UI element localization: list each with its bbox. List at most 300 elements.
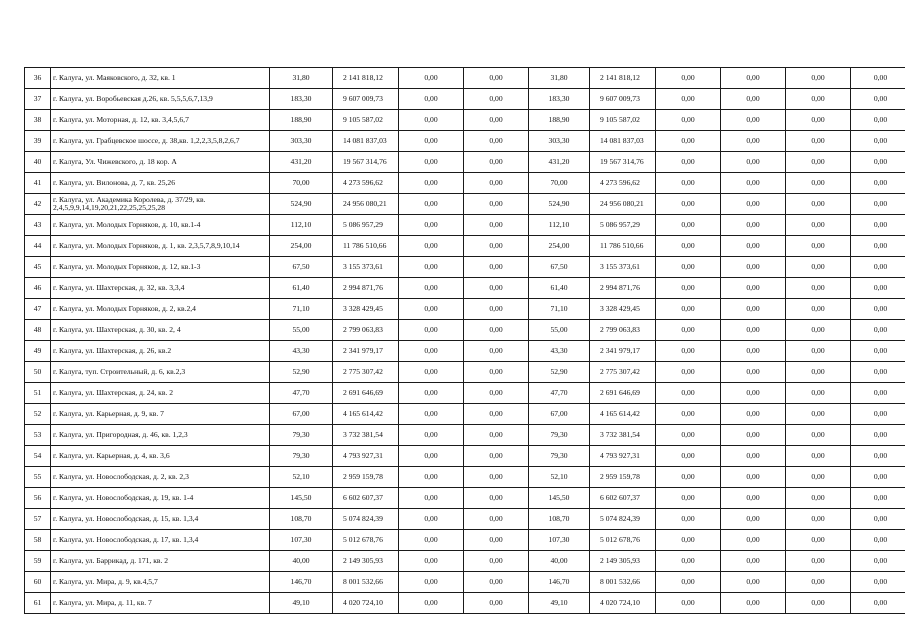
value-cell: 0,00 [399,383,464,404]
value-cell: 0,00 [851,425,905,446]
cost-cell: 5 086 957,29 [590,215,656,236]
address-cell: г. Калуга, ул. Новослободская, д. 2, кв. 2,3 [51,467,270,488]
value-cell: 0,00 [721,173,786,194]
area-cell: 145,50 [270,488,333,509]
value-cell: 0,00 [851,488,905,509]
cost-cell: 24 956 080,21 [333,194,399,215]
value-cell: 0,00 [851,257,905,278]
value-cell: 0,00 [464,593,529,614]
address-cell: г. Калуга, ул. Маяковского, д. 32, кв. 1 [51,68,270,89]
value-cell: 0,00 [851,446,905,467]
address-cell: г. Калуга, Ул. Чижевского, д. 18 кор. А [51,152,270,173]
row-number-cell: 39 [25,131,51,152]
value-cell: 0,00 [656,257,721,278]
value-cell: 0,00 [721,593,786,614]
value-cell: 0,00 [399,320,464,341]
value-cell: 0,00 [851,110,905,131]
value-cell: 0,00 [721,572,786,593]
value-cell: 0,00 [721,425,786,446]
table-row [25,194,905,215]
value-cell: 0,00 [786,593,851,614]
area-cell: 47,70 [529,383,590,404]
value-cell: 0,00 [656,341,721,362]
value-cell: 0,00 [721,488,786,509]
row-number-cell: 46 [25,278,51,299]
value-cell: 0,00 [786,572,851,593]
cost-cell: 5 074 824,39 [333,509,399,530]
value-cell: 0,00 [464,152,529,173]
table-row [25,425,905,446]
value-cell: 0,00 [464,173,529,194]
value-cell: 0,00 [786,89,851,110]
address-cell: г. Калуга, ул. Академика Королева, д. 37/29, кв. 2,4,5,9,9,14,19,20,21,22,25,25,25,28 [51,194,270,215]
area-cell: 47,70 [270,383,333,404]
cost-cell: 2 149 305,93 [590,551,656,572]
row-number-cell: 48 [25,320,51,341]
address-cell: г. Калуга, туп. Строительный, д. 6, кв.2,3 [51,362,270,383]
area-cell: 146,70 [529,572,590,593]
value-cell: 0,00 [851,530,905,551]
area-cell: 55,00 [270,320,333,341]
row-number-cell: 43 [25,215,51,236]
area-cell: 107,30 [270,530,333,551]
cost-cell: 5 012 678,76 [590,530,656,551]
table-row [25,593,905,614]
row-number-cell: 56 [25,488,51,509]
area-cell: 524,90 [270,194,333,215]
cost-cell: 2 775 307,42 [333,362,399,383]
address-cell: г. Калуга, ул. Грабцевское шоссе, д. 38,кв. 1,2,2,3,5,8,2,6,7 [51,131,270,152]
row-number-cell: 36 [25,68,51,89]
value-cell: 0,00 [399,173,464,194]
area-cell: 52,10 [529,467,590,488]
address-cell: г. Калуга, ул. Шахтерская, д. 30, кв. 2, 4 [51,320,270,341]
value-cell: 0,00 [786,341,851,362]
table-body [25,68,905,614]
value-cell: 0,00 [721,530,786,551]
value-cell: 0,00 [786,446,851,467]
value-cell: 0,00 [851,152,905,173]
address-cell: г. Калуга, ул. Пригородная, д. 46, кв. 1,2,3 [51,425,270,446]
table-row [25,131,905,152]
cost-cell: 5 012 678,76 [333,530,399,551]
row-number-cell: 42 [25,194,51,215]
table-row [25,278,905,299]
cost-cell: 5 086 957,29 [333,215,399,236]
area-cell: 108,70 [529,509,590,530]
value-cell: 0,00 [464,509,529,530]
value-cell: 0,00 [721,383,786,404]
area-cell: 303,30 [529,131,590,152]
value-cell: 0,00 [656,215,721,236]
value-cell: 0,00 [851,593,905,614]
value-cell: 0,00 [399,509,464,530]
value-cell: 0,00 [851,341,905,362]
value-cell: 0,00 [464,320,529,341]
cost-cell: 2 141 818,12 [590,68,656,89]
value-cell: 0,00 [464,341,529,362]
row-number-cell: 47 [25,299,51,320]
cost-cell: 2 994 871,76 [333,278,399,299]
value-cell: 0,00 [399,404,464,425]
cost-cell: 3 155 373,61 [333,257,399,278]
value-cell: 0,00 [851,551,905,572]
value-cell: 0,00 [399,278,464,299]
value-cell: 0,00 [786,194,851,215]
value-cell: 0,00 [721,551,786,572]
address-cell: г. Калуга, ул. Шахтерская, д. 32, кв. 3,3,4 [51,278,270,299]
table-row [25,320,905,341]
area-cell: 524,90 [529,194,590,215]
address-cell: г. Калуга, ул. Воробьевская д.26, кв. 5,5,5,6,7,13,9 [51,89,270,110]
value-cell: 0,00 [656,467,721,488]
table-row [25,530,905,551]
cost-cell: 9 105 587,02 [590,110,656,131]
value-cell: 0,00 [851,236,905,257]
cost-cell: 4 793 927,31 [333,446,399,467]
area-cell: 52,90 [529,362,590,383]
table-row [25,173,905,194]
table-row [25,446,905,467]
value-cell: 0,00 [786,467,851,488]
value-cell: 0,00 [721,257,786,278]
value-cell: 0,00 [399,299,464,320]
cost-cell: 4 793 927,31 [590,446,656,467]
value-cell: 0,00 [399,236,464,257]
value-cell: 0,00 [786,383,851,404]
cost-cell: 4 165 614,42 [333,404,399,425]
address-cell: г. Калуга, ул. Молодых Горняков, д. 2, кв.2,4 [51,299,270,320]
value-cell: 0,00 [464,278,529,299]
cost-cell: 4 020 724,10 [590,593,656,614]
value-cell: 0,00 [656,320,721,341]
value-cell: 0,00 [464,362,529,383]
area-cell: 52,10 [270,467,333,488]
table-row [25,467,905,488]
cost-cell: 4 273 596,62 [333,173,399,194]
table-row [25,110,905,131]
value-cell: 0,00 [786,236,851,257]
value-cell: 0,00 [656,383,721,404]
value-cell: 0,00 [656,194,721,215]
value-cell: 0,00 [721,320,786,341]
value-cell: 0,00 [786,488,851,509]
area-cell: 55,00 [529,320,590,341]
value-cell: 0,00 [851,89,905,110]
cost-cell: 11 786 510,66 [590,236,656,257]
housing-table [24,67,905,614]
cost-cell: 3 328 429,45 [590,299,656,320]
cost-cell: 9 607 009,73 [590,89,656,110]
value-cell: 0,00 [786,299,851,320]
value-cell: 0,00 [656,509,721,530]
value-cell: 0,00 [399,152,464,173]
address-cell: г. Калуга, ул. Новослободская, д. 17, кв. 1,3,4 [51,530,270,551]
value-cell: 0,00 [656,446,721,467]
value-cell: 0,00 [464,425,529,446]
cost-cell: 3 732 381,54 [590,425,656,446]
cost-cell: 6 602 607,37 [590,488,656,509]
value-cell: 0,00 [399,572,464,593]
area-cell: 107,30 [529,530,590,551]
row-number-cell: 59 [25,551,51,572]
value-cell: 0,00 [721,110,786,131]
table-row [25,152,905,173]
row-number-cell: 54 [25,446,51,467]
value-cell: 0,00 [399,551,464,572]
address-cell: г. Калуга, ул. Мира, д. 9, кв.4,5,7 [51,572,270,593]
cost-cell: 3 155 373,61 [590,257,656,278]
value-cell: 0,00 [656,572,721,593]
row-number-cell: 40 [25,152,51,173]
value-cell: 0,00 [786,551,851,572]
value-cell: 0,00 [399,362,464,383]
value-cell: 0,00 [656,530,721,551]
area-cell: 70,00 [529,173,590,194]
row-number-cell: 53 [25,425,51,446]
address-cell: г. Калуга, ул. Молодых Горняков, д. 1, кв. 2,3,5,7,8,9,10,14 [51,236,270,257]
area-cell: 71,10 [529,299,590,320]
value-cell: 0,00 [786,509,851,530]
area-cell: 52,90 [270,362,333,383]
area-cell: 79,30 [270,425,333,446]
cost-cell: 2 959 159,78 [333,467,399,488]
value-cell: 0,00 [721,467,786,488]
area-cell: 67,50 [270,257,333,278]
address-cell: г. Калуга, ул. Вилонова, д. 7, кв. 25,26 [51,173,270,194]
table-row [25,68,905,89]
address-cell: г. Калуга, ул. Карьерная, д. 9, кв. 7 [51,404,270,425]
table-row [25,572,905,593]
value-cell: 0,00 [656,278,721,299]
value-cell: 0,00 [851,572,905,593]
cost-cell: 9 105 587,02 [333,110,399,131]
value-cell: 0,00 [721,341,786,362]
value-cell: 0,00 [786,530,851,551]
value-cell: 0,00 [464,215,529,236]
cost-cell: 2 959 159,78 [590,467,656,488]
area-cell: 254,00 [529,236,590,257]
value-cell: 0,00 [399,530,464,551]
table-row [25,215,905,236]
area-cell: 188,90 [270,110,333,131]
value-cell: 0,00 [721,446,786,467]
value-cell: 0,00 [399,425,464,446]
value-cell: 0,00 [656,110,721,131]
cost-cell: 2 141 818,12 [333,68,399,89]
area-cell: 112,10 [270,215,333,236]
value-cell: 0,00 [464,257,529,278]
address-cell: г. Калуга, ул. Молодых Горняков, д. 10, кв.1-4 [51,215,270,236]
table-row [25,488,905,509]
value-cell: 0,00 [399,89,464,110]
row-number-cell: 41 [25,173,51,194]
value-cell: 0,00 [399,110,464,131]
value-cell: 0,00 [721,194,786,215]
table-row [25,299,905,320]
area-cell: 61,40 [529,278,590,299]
area-cell: 431,20 [270,152,333,173]
area-cell: 43,30 [270,341,333,362]
value-cell: 0,00 [464,131,529,152]
row-number-cell: 38 [25,110,51,131]
value-cell: 0,00 [851,467,905,488]
value-cell: 0,00 [721,278,786,299]
value-cell: 0,00 [786,110,851,131]
area-cell: 67,00 [270,404,333,425]
value-cell: 0,00 [786,320,851,341]
area-cell: 303,30 [270,131,333,152]
cost-cell: 4 273 596,62 [590,173,656,194]
row-number-cell: 55 [25,467,51,488]
cost-cell: 2 994 871,76 [590,278,656,299]
value-cell: 0,00 [656,362,721,383]
row-number-cell: 50 [25,362,51,383]
cost-cell: 8 001 532,66 [333,572,399,593]
value-cell: 0,00 [851,404,905,425]
value-cell: 0,00 [464,467,529,488]
cost-cell: 2 341 979,17 [590,341,656,362]
area-cell: 31,80 [270,68,333,89]
table-row [25,257,905,278]
value-cell: 0,00 [399,341,464,362]
area-cell: 70,00 [270,173,333,194]
cost-cell: 2 691 646,69 [333,383,399,404]
value-cell: 0,00 [399,68,464,89]
value-cell: 0,00 [656,131,721,152]
value-cell: 0,00 [721,215,786,236]
value-cell: 0,00 [656,299,721,320]
cost-cell: 9 607 009,73 [333,89,399,110]
cost-cell: 8 001 532,66 [590,572,656,593]
address-cell: г. Калуга, ул. Баррикад, д. 171, кв. 2 [51,551,270,572]
row-number-cell: 45 [25,257,51,278]
row-number-cell: 52 [25,404,51,425]
cost-cell: 2 799 063,83 [333,320,399,341]
value-cell: 0,00 [851,362,905,383]
area-cell: 40,00 [529,551,590,572]
value-cell: 0,00 [464,551,529,572]
value-cell: 0,00 [656,404,721,425]
value-cell: 0,00 [786,68,851,89]
value-cell: 0,00 [656,173,721,194]
value-cell: 0,00 [399,488,464,509]
address-cell: г. Калуга, ул. Новослободская, д. 15, кв. 1,3,4 [51,509,270,530]
value-cell: 0,00 [464,299,529,320]
row-number-cell: 49 [25,341,51,362]
value-cell: 0,00 [851,509,905,530]
value-cell: 0,00 [399,131,464,152]
area-cell: 112,10 [529,215,590,236]
cost-cell: 2 691 646,69 [590,383,656,404]
area-cell: 79,30 [529,425,590,446]
value-cell: 0,00 [464,89,529,110]
area-cell: 254,00 [270,236,333,257]
table-row [25,236,905,257]
value-cell: 0,00 [721,68,786,89]
table-row [25,89,905,110]
value-cell: 0,00 [786,362,851,383]
area-cell: 31,80 [529,68,590,89]
value-cell: 0,00 [656,425,721,446]
area-cell: 67,50 [529,257,590,278]
value-cell: 0,00 [721,152,786,173]
value-cell: 0,00 [786,425,851,446]
value-cell: 0,00 [851,278,905,299]
area-cell: 183,30 [270,89,333,110]
value-cell: 0,00 [656,593,721,614]
area-cell: 67,00 [529,404,590,425]
value-cell: 0,00 [656,152,721,173]
address-cell: г. Калуга, ул. Карьерная, д. 4, кв. 3,6 [51,446,270,467]
area-cell: 43,30 [529,341,590,362]
value-cell: 0,00 [851,68,905,89]
value-cell: 0,00 [851,215,905,236]
cost-cell: 2 149 305,93 [333,551,399,572]
value-cell: 0,00 [721,236,786,257]
value-cell: 0,00 [399,593,464,614]
value-cell: 0,00 [786,215,851,236]
area-cell: 71,10 [270,299,333,320]
cost-cell: 24 956 080,21 [590,194,656,215]
value-cell: 0,00 [786,257,851,278]
value-cell: 0,00 [656,68,721,89]
value-cell: 0,00 [786,152,851,173]
value-cell: 0,00 [399,215,464,236]
value-cell: 0,00 [786,404,851,425]
value-cell: 0,00 [721,131,786,152]
value-cell: 0,00 [464,446,529,467]
table-row [25,509,905,530]
address-cell: г. Калуга, ул. Мира, д. 11, кв. 7 [51,593,270,614]
value-cell: 0,00 [464,236,529,257]
value-cell: 0,00 [464,488,529,509]
address-cell: г. Калуга, ул. Шахтерская, д. 26, кв.2 [51,341,270,362]
cost-cell: 6 602 607,37 [333,488,399,509]
area-cell: 61,40 [270,278,333,299]
value-cell: 0,00 [656,89,721,110]
cost-cell: 4 020 724,10 [333,593,399,614]
cost-cell: 2 799 063,83 [590,320,656,341]
value-cell: 0,00 [721,404,786,425]
cost-cell: 2 775 307,42 [590,362,656,383]
value-cell: 0,00 [786,131,851,152]
value-cell: 0,00 [399,194,464,215]
table-row [25,362,905,383]
value-cell: 0,00 [399,446,464,467]
row-number-cell: 44 [25,236,51,257]
area-cell: 49,10 [270,593,333,614]
area-cell: 145,50 [529,488,590,509]
area-cell: 79,30 [529,446,590,467]
value-cell: 0,00 [399,257,464,278]
cost-cell: 14 081 837,03 [590,131,656,152]
value-cell: 0,00 [464,194,529,215]
value-cell: 0,00 [851,383,905,404]
row-number-cell: 57 [25,509,51,530]
cost-cell: 3 328 429,45 [333,299,399,320]
value-cell: 0,00 [464,383,529,404]
row-number-cell: 51 [25,383,51,404]
value-cell: 0,00 [786,278,851,299]
cost-cell: 19 567 314,76 [333,152,399,173]
value-cell: 0,00 [656,236,721,257]
cost-cell: 19 567 314,76 [590,152,656,173]
value-cell: 0,00 [851,320,905,341]
address-cell: г. Калуга, ул. Молодых Горняков, д. 12, кв.1-3 [51,257,270,278]
cost-cell: 2 341 979,17 [333,341,399,362]
area-cell: 146,70 [270,572,333,593]
